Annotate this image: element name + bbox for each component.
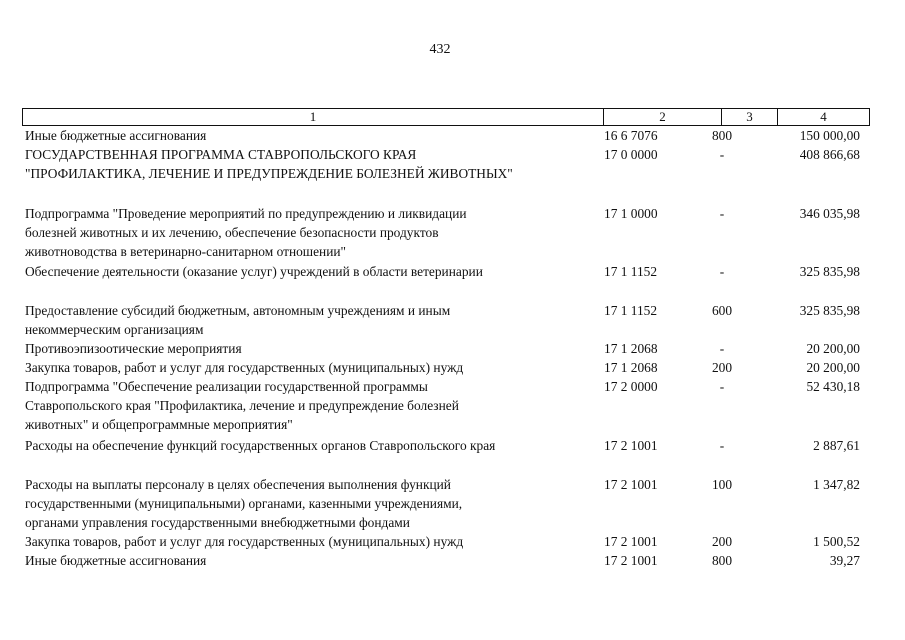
row-expense-type: - — [719, 264, 725, 279]
row-expense-type: 200 — [711, 534, 733, 549]
row-expense-type: - — [719, 438, 725, 453]
row-description: Иные бюджетные ассигнования — [25, 553, 207, 568]
row-amount: 325 835,98 — [799, 303, 860, 318]
row-expense-type: 100 — [711, 477, 733, 492]
row-target-code: 17 0 0000 — [604, 147, 658, 162]
page-number: 432 — [429, 42, 451, 57]
row-target-code: 17 2 1001 — [604, 477, 658, 492]
row-amount: 1 500,52 — [813, 534, 860, 549]
row-target-code: 17 2 1001 — [604, 534, 658, 549]
row-amount: 52 430,18 — [806, 379, 860, 394]
row-description: Расходы на обеспечение функций государственных органов Ставропольского края — [25, 438, 496, 453]
row-expense-type: - — [719, 206, 725, 221]
row-amount: 39,27 — [829, 553, 860, 568]
row-amount: 2 887,61 — [813, 438, 860, 453]
row-expense-type: - — [719, 379, 725, 394]
column-header-1: 1 — [23, 109, 604, 125]
row-expense-type: 800 — [711, 553, 733, 568]
column-header-4: 4 — [820, 109, 827, 124]
row-description: Закупка товаров, работ и услуг для государственных (муниципальных) нужд — [25, 360, 464, 375]
row-description: Подпрограмма "Проведение мероприятий по предупреждению и ликвидации болезней животных и их лечению, обеспечение безопасности продуктов животноводства в ветеринарно-санитарном отношении" — [25, 206, 467, 259]
row-target-code: 17 1 1152 — [604, 303, 658, 318]
row-description: Противоэпизоотические мероприятия — [25, 341, 242, 356]
row-target-code: 17 1 2068 — [604, 341, 658, 356]
row-description: Обеспечение деятельности (оказание услуг) учреждений в области ветеринарии — [25, 264, 483, 279]
row-description: Иные бюджетные ассигнования — [25, 128, 207, 143]
row-target-code: 17 1 1152 — [604, 264, 658, 279]
row-amount: 20 200,00 — [806, 341, 860, 356]
row-amount: 20 200,00 — [806, 360, 860, 375]
row-description: ГОСУДАРСТВЕННАЯ ПРОГРАММА СТАВРОПОЛЬСКОГО КРАЯ "ПРОФИЛАКТИКА, ЛЕЧЕНИЕ И ПРЕДУПРЕЖДЕНИЕ БОЛЕЗНЕЙ ЖИВОТНЫХ" — [25, 147, 513, 181]
row-amount: 325 835,98 — [799, 264, 860, 279]
row-description: Закупка товаров, работ и услуг для государственных (муниципальных) нужд — [25, 534, 464, 549]
row-target-code: 17 1 2068 — [604, 360, 658, 375]
row-amount: 346 035,98 — [799, 206, 860, 221]
row-target-code: 17 1 0000 — [604, 206, 658, 221]
row-description: Предоставление субсидий бюджетным, автономным учреждениям и иным некоммерческим организациям — [25, 303, 451, 337]
row-description: Расходы на выплаты персоналу в целях обеспечения выполнения функций государственными (муниципальными) органами, казенными учреждениями, органами управления государственными внебюджетными фондами — [25, 477, 463, 530]
row-target-code: 17 2 1001 — [604, 438, 658, 453]
row-amount: 150 000,00 — [799, 128, 860, 143]
row-target-code: 17 2 1001 — [604, 553, 658, 568]
row-expense-type: - — [719, 341, 725, 356]
row-expense-type: 600 — [711, 303, 733, 318]
row-target-code: 17 2 0000 — [604, 379, 658, 394]
row-target-code: 16 6 7076 — [604, 128, 658, 143]
row-expense-type: 200 — [711, 360, 733, 375]
row-amount: 1 347,82 — [813, 477, 860, 492]
row-expense-type: 800 — [711, 128, 733, 143]
row-amount: 408 866,68 — [799, 147, 860, 162]
row-expense-type: - — [719, 147, 725, 162]
column-header-2: 2 — [604, 109, 722, 125]
column-header-3: 3 — [722, 109, 778, 125]
row-description: Подпрограмма "Обеспечение реализации государственной программы Ставропольского края "Профилактика, лечение и предупреждение болезней животных" и общепрограммные мероприятия" — [25, 379, 459, 432]
